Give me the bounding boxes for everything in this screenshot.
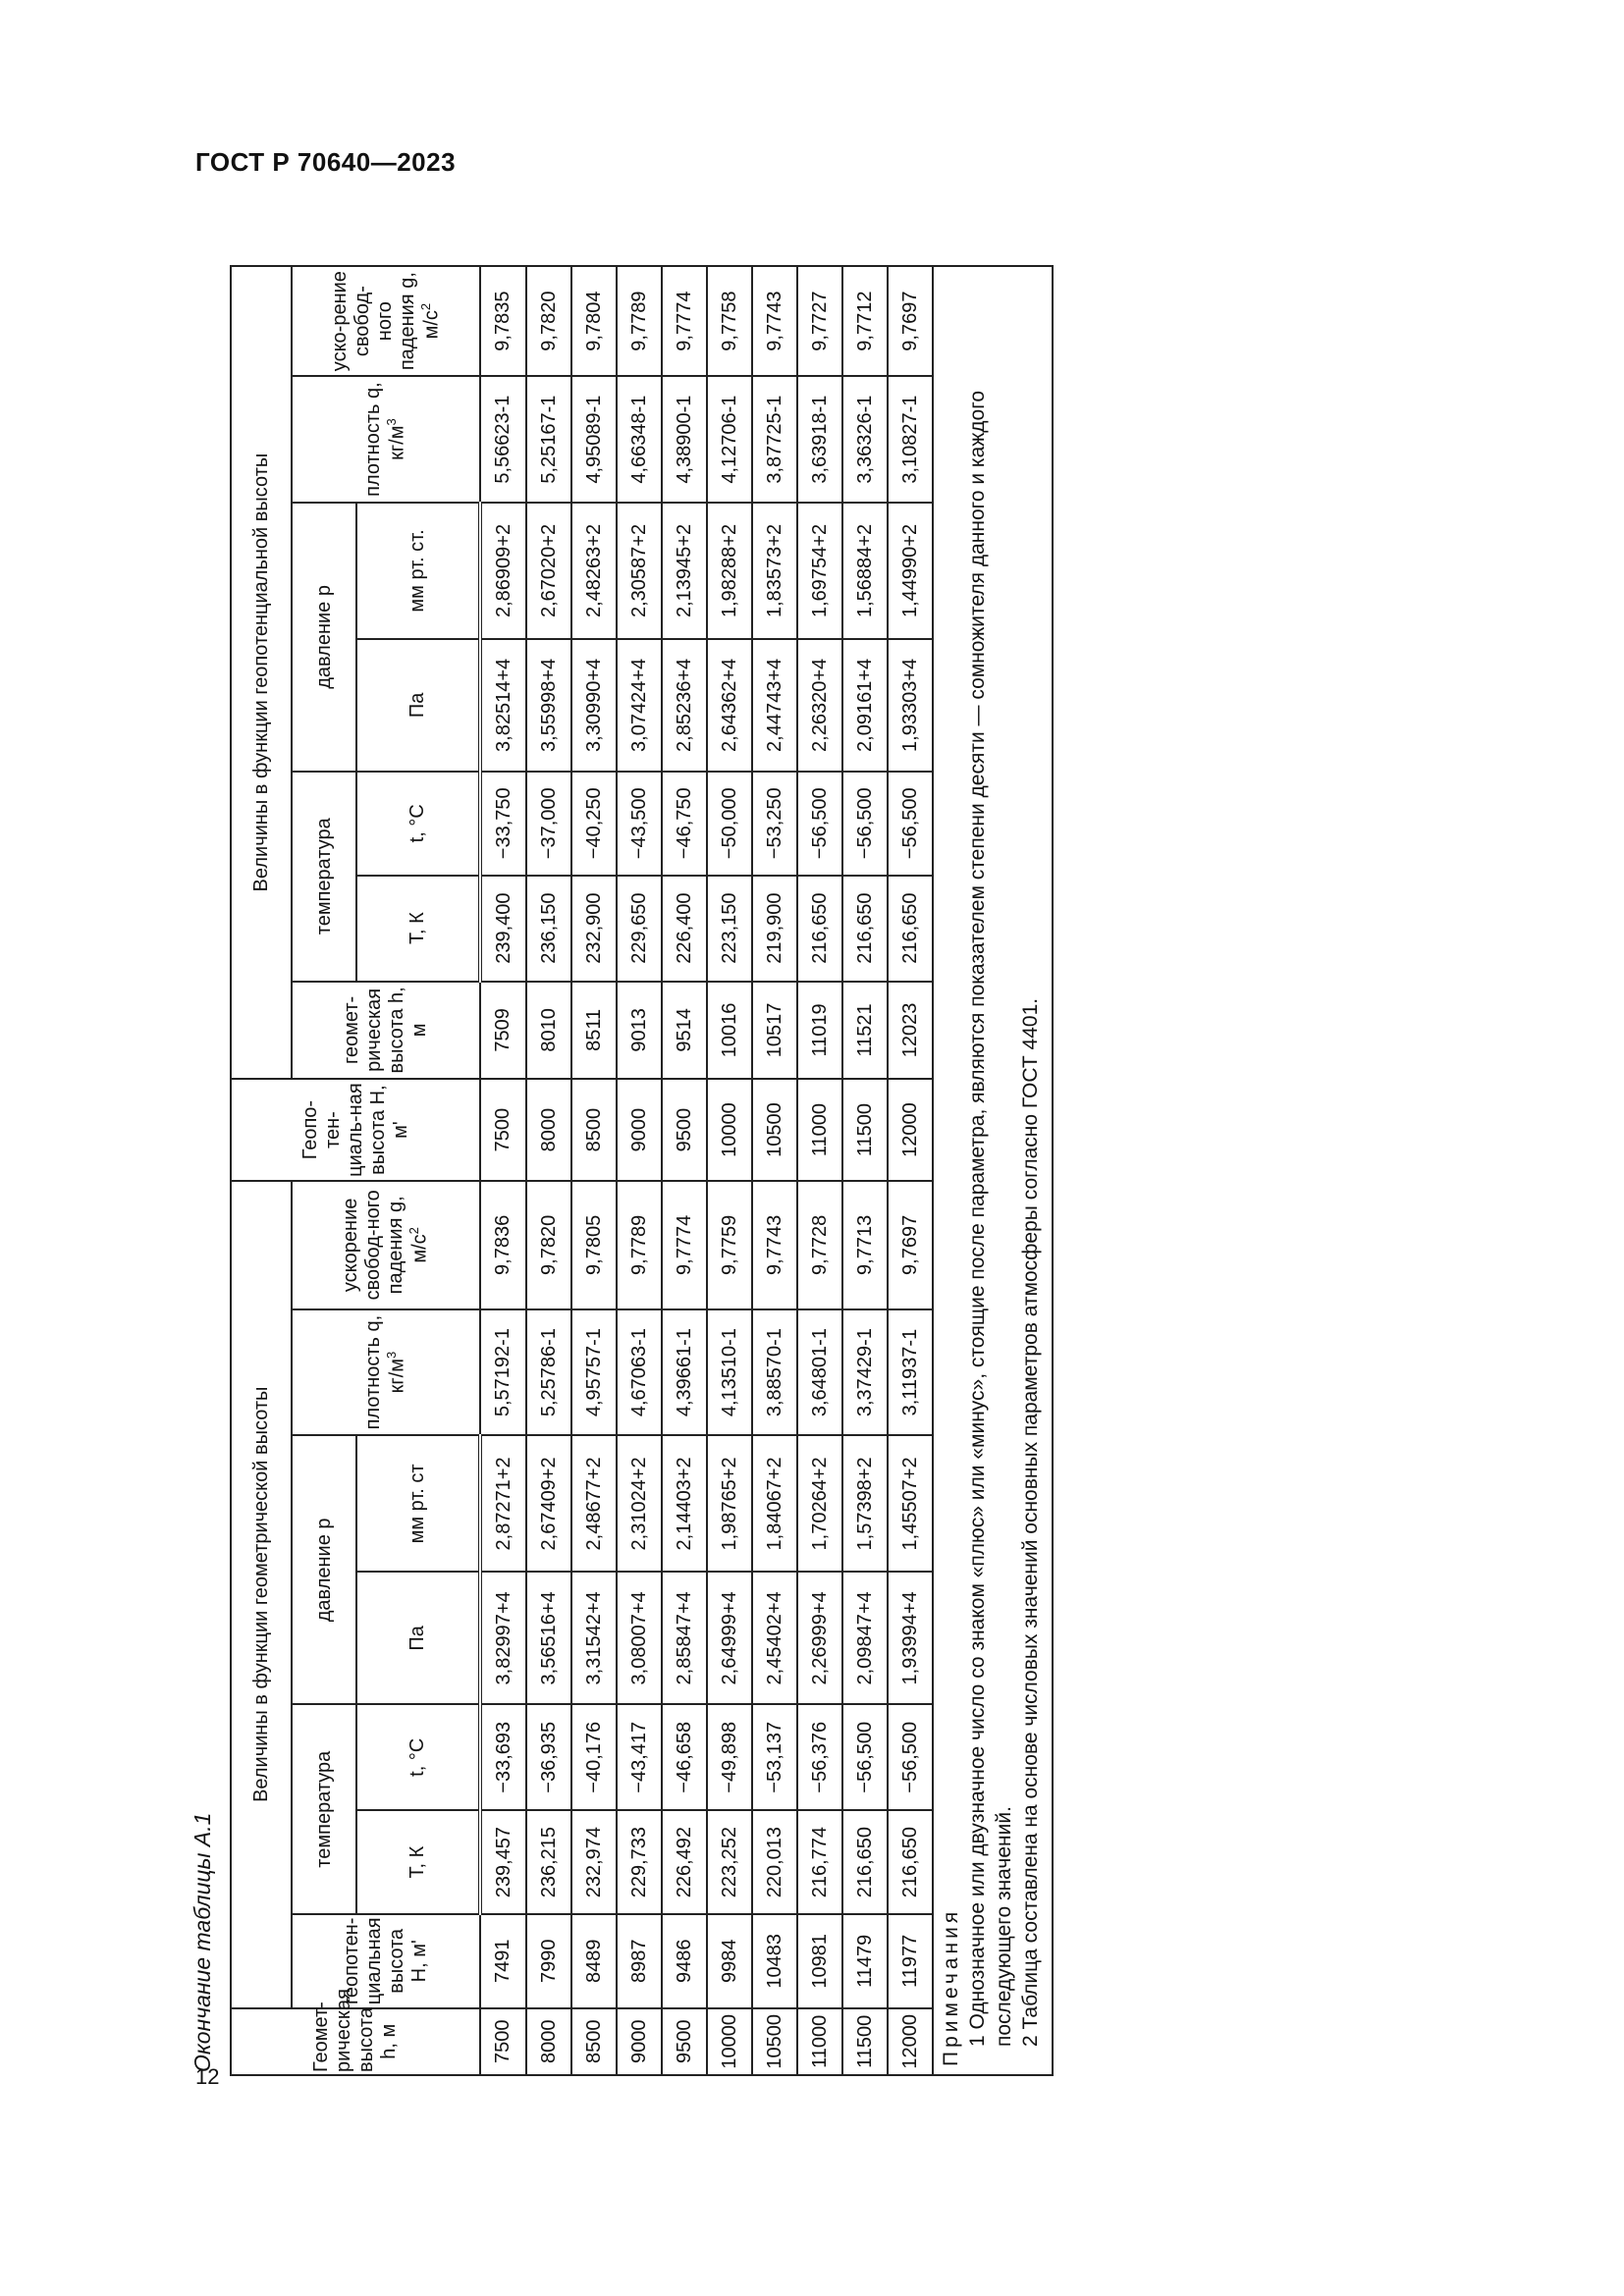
table-cell: 3,31542+4 (571, 1572, 617, 1704)
table-cell: 3,88570-1 (752, 1309, 797, 1436)
table-cell: 223,150 (707, 876, 752, 982)
notes-block (934, 265, 1054, 2076)
table-cell: 229,733 (617, 1810, 662, 1914)
table-cell: 2,45402+4 (752, 1572, 797, 1704)
note-1: 1 Однозначное или двузначное число со знаком «плюс» или «минус», стоящие после параметра, являются показателем степени десяти — сомножителя данного и каждого последующего значений. (966, 390, 1015, 2047)
header-geopotential-height-left: геопотен-циальная высота H, м' (292, 1914, 480, 2007)
table-row (797, 266, 842, 2075)
header-geometric-height-right: геомет-рическая высота h, м (292, 982, 480, 1080)
header-pressure-left: давление p (292, 1435, 356, 1704)
table-cell: 9,7836 (480, 1181, 526, 1309)
table-cell: 3,56516+4 (526, 1572, 571, 1704)
table-cell: 226,400 (662, 876, 707, 982)
header-celsius-left: t, °C (356, 1704, 480, 1810)
table-row (526, 266, 571, 2075)
table-cell: 1,93303+4 (888, 639, 933, 772)
table-cell: 2,09161+4 (842, 639, 888, 772)
table-cell: 3,37429-1 (842, 1309, 888, 1436)
table-cell: 10016 (707, 982, 752, 1080)
table-cell: 1,70264+2 (797, 1435, 842, 1572)
header-density-left: плотность q, $кг/м^3$ (292, 1309, 480, 1436)
table-cell: −49,898 (707, 1704, 752, 1810)
table-cell: 11500 (842, 1079, 888, 1181)
table-cell: 9,7804 (571, 266, 617, 376)
table-cell: 9500 (662, 2008, 707, 2075)
table-cell: 11479 (842, 1914, 888, 2007)
table-cell: 1,44990+2 (888, 503, 933, 639)
table-cell: 9,7712 (842, 266, 888, 376)
table-cell: 1,84067+2 (752, 1435, 797, 1572)
table-cell: 3,82997+4 (480, 1572, 526, 1704)
table-cell: −56,500 (888, 1704, 933, 1810)
table-cell: −56,500 (797, 772, 842, 876)
table-cell: 4,12706-1 (707, 376, 752, 503)
table-cell: 10000 (707, 2008, 752, 2075)
table-cell: 12023 (888, 982, 933, 1080)
table-cell: 2,64362+4 (707, 639, 752, 772)
table-cell: 5,25786-1 (526, 1309, 571, 1436)
table-cell: 4,95757-1 (571, 1309, 617, 1436)
table-cell: 9,7728 (797, 1181, 842, 1309)
table-cell: 2,85236+4 (662, 639, 707, 772)
table-cell: 236,150 (526, 876, 571, 982)
table-cell: 8511 (571, 982, 617, 1080)
table-cell: 2,31024+2 (617, 1435, 662, 1572)
table-cell: 2,26999+4 (797, 1572, 842, 1704)
table-cell: 4,39661-1 (662, 1309, 707, 1436)
table-cell: 2,67020+2 (526, 503, 571, 639)
table-cell: 1,98288+2 (707, 503, 752, 639)
header-geometric-height-left: Геомет-рическая высота h, м (231, 2008, 480, 2075)
table-cell: 8010 (526, 982, 571, 1080)
table-cell: −40,250 (571, 772, 617, 876)
header-pascal-left: Па (356, 1572, 480, 1704)
header-gravity-right: уско-рение свобод-ного падения g, $м/с^2$ (292, 266, 480, 376)
table-cell: 9514 (662, 982, 707, 1080)
table-row (571, 266, 617, 2075)
table-cell: 3,55998+4 (526, 639, 571, 772)
table-cell: 236,215 (526, 1810, 571, 1914)
table-cell: 4,95089-1 (571, 376, 617, 503)
table-cell: 2,44743+4 (752, 639, 797, 772)
note-2: 2 Таблица составлена на основе числовых значений основных параметров атмосферы согласно ГОСТ 4401. (1019, 997, 1042, 2047)
table-cell: 8000 (526, 2008, 571, 2075)
table-cell: 2,13945+2 (662, 503, 707, 639)
table-cell: 3,07424+4 (617, 639, 662, 772)
table-row (888, 266, 933, 2075)
header-gravity-left: ускорение свобод-ного падения g, $м/с^2$ (292, 1181, 480, 1309)
header-pressure-right: давление p (292, 503, 356, 772)
table-cell: 3,11937-1 (888, 1309, 933, 1436)
table-cell: 9,7727 (797, 266, 842, 376)
table-cell: 2,87271+2 (480, 1435, 526, 1572)
table-cell: 12000 (888, 2008, 933, 2075)
table-cell: 11000 (797, 2008, 842, 2075)
table-row (617, 266, 662, 2075)
table-cell: 3,87725-1 (752, 376, 797, 503)
table-cell: 10500 (752, 1079, 797, 1181)
table-cell: 10000 (707, 1079, 752, 1181)
table-cell: 9,7743 (752, 1181, 797, 1309)
table-cell: −53,250 (752, 772, 797, 876)
table-cell: 3,10827-1 (888, 376, 933, 503)
table-cell: 2,64999+4 (707, 1572, 752, 1704)
table-cell: 11500 (842, 2008, 888, 2075)
table-cell: 9,7758 (707, 266, 752, 376)
table-cell: 232,900 (571, 876, 617, 982)
table-cell: 2,67409+2 (526, 1435, 571, 1572)
table-cell: 8500 (571, 1079, 617, 1181)
table-cell: −56,500 (888, 772, 933, 876)
table-cell: 2,14403+2 (662, 1435, 707, 1572)
table-row (480, 266, 526, 2075)
table-cell: 1,69754+2 (797, 503, 842, 639)
header-group-geopotential: Величины в функции геопотенциальной высоты (231, 266, 292, 1079)
table-cell: −33,693 (480, 1704, 526, 1810)
table-cell: −56,376 (797, 1704, 842, 1810)
table-cell: 8500 (571, 2008, 617, 2075)
table-cell: −40,176 (571, 1704, 617, 1810)
table-cell: 8489 (571, 1914, 617, 2007)
rotated-table-block (175, 93, 1058, 2076)
table-cell: 3,63918-1 (797, 376, 842, 503)
table-cell: 11977 (888, 1914, 933, 2007)
table-cell: 9,7789 (617, 1181, 662, 1309)
table-cell: 9984 (707, 1914, 752, 2007)
notes-title: Примечания (940, 1907, 962, 2066)
table-cell: 219,900 (752, 876, 797, 982)
table-cell: 9,7835 (480, 266, 526, 376)
table-cell: −46,750 (662, 772, 707, 876)
table-cell: 7990 (526, 1914, 571, 2007)
table-cell: 4,38900-1 (662, 376, 707, 503)
table-cell: 5,57192-1 (480, 1309, 526, 1436)
table-cell: 8000 (526, 1079, 571, 1181)
header-kelvin-right: T, К (356, 876, 480, 982)
table-cell: 7509 (480, 982, 526, 1080)
table-cell: 2,26320+4 (797, 639, 842, 772)
table-cell: 9500 (662, 1079, 707, 1181)
table-cell: 1,98765+2 (707, 1435, 752, 1572)
table-cell: 9,7743 (752, 266, 797, 376)
table-cell: 9,7697 (888, 266, 933, 376)
header-mmhg-left: мм рт. ст (356, 1435, 480, 1572)
table-cell: 11521 (842, 982, 888, 1080)
table-cell: −37,000 (526, 772, 571, 876)
table-cell: 11000 (797, 1079, 842, 1181)
table-cell: 223,252 (707, 1810, 752, 1914)
table-cell: 1,93994+4 (888, 1572, 933, 1704)
table-row (842, 266, 888, 2075)
table-cell: 216,650 (888, 1810, 933, 1914)
header-geopotential-height-right: Геопо-тен-циаль-ная высота H, м' (231, 1079, 480, 1181)
table-row (662, 266, 707, 2075)
table-cell: 7500 (480, 1079, 526, 1181)
table-cell: 239,457 (480, 1810, 526, 1914)
table-cell: 220,013 (752, 1810, 797, 1914)
table-cell: 9000 (617, 2008, 662, 2075)
table-cell: 3,08007+4 (617, 1572, 662, 1704)
table-cell: 8987 (617, 1914, 662, 2007)
table-cell: 9,7774 (662, 1181, 707, 1309)
table-cell: 2,48263+2 (571, 503, 617, 639)
table-cell: −33,750 (480, 772, 526, 876)
table-cell: 3,82514+4 (480, 639, 526, 772)
table-cell: 9,7697 (888, 1181, 933, 1309)
table-cell: 9013 (617, 982, 662, 1080)
atmosphere-table (230, 265, 934, 2076)
table-caption: Окончание таблицы А.1 (189, 1812, 215, 2072)
table-cell: 9000 (617, 1079, 662, 1181)
table-cell: 9,7789 (617, 266, 662, 376)
header-pascal-right: Па (356, 639, 480, 772)
header-temperature-left: температура (292, 1704, 356, 1914)
table-cell: 9,7820 (526, 1181, 571, 1309)
table-cell: 229,650 (617, 876, 662, 982)
table-cell: 216,650 (797, 876, 842, 982)
table-cell: 4,13510-1 (707, 1309, 752, 1436)
document-code: ГОСТ Р 70640—2023 (195, 147, 457, 177)
table-cell: 2,48677+2 (571, 1435, 617, 1572)
table-cell: 9,7805 (571, 1181, 617, 1309)
table-cell: 7500 (480, 2008, 526, 2075)
table-cell: −56,500 (842, 1704, 888, 1810)
table-cell: 7491 (480, 1914, 526, 2007)
table-cell: 1,56884+2 (842, 503, 888, 639)
table-cell: 216,650 (842, 876, 888, 982)
table-cell: 4,66348-1 (617, 376, 662, 503)
table-cell: −56,500 (842, 772, 888, 876)
table-cell: 9,7820 (526, 266, 571, 376)
table-cell: −43,417 (617, 1704, 662, 1810)
header-mmhg-right: мм рт. ст. (356, 503, 480, 639)
table-cell: 11019 (797, 982, 842, 1080)
table-cell: 9,7774 (662, 266, 707, 376)
table-cell: 226,492 (662, 1810, 707, 1914)
table-cell: 5,25167-1 (526, 376, 571, 503)
header-density-right: плотность q, $кг/м^3$ (292, 376, 480, 503)
table-cell: 2,86909+2 (480, 503, 526, 639)
table-row (752, 266, 797, 2075)
table-row (707, 266, 752, 2075)
table-cell: 1,83573+2 (752, 503, 797, 639)
table-cell: 1,57398+2 (842, 1435, 888, 1572)
table-cell: 10500 (752, 2008, 797, 2075)
table-cell: 4,67063-1 (617, 1309, 662, 1436)
table-cell: 12000 (888, 1079, 933, 1181)
table-cell: 9,7713 (842, 1181, 888, 1309)
table-cell: 9,7759 (707, 1181, 752, 1309)
table-cell: 2,30587+2 (617, 503, 662, 639)
header-temperature-right: температура (292, 772, 356, 982)
table-cell: 9486 (662, 1914, 707, 2007)
table-cell: 3,30990+4 (571, 639, 617, 772)
table-cell: 10981 (797, 1914, 842, 2007)
header-kelvin-left: T, К (356, 1810, 480, 1914)
table-cell: 5,56623-1 (480, 376, 526, 503)
table-cell: −50,000 (707, 772, 752, 876)
table-cell: 239,400 (480, 876, 526, 982)
table-cell: 1,45507+2 (888, 1435, 933, 1572)
table-cell: −36,935 (526, 1704, 571, 1810)
page-number: 12 (195, 2064, 220, 2089)
table-body (480, 266, 933, 2075)
header-group-geometric: Величины в функции геометрической высоты (231, 1181, 292, 2008)
table-cell: −43,500 (617, 772, 662, 876)
table-cell: 10517 (752, 982, 797, 1080)
table-cell: −46,658 (662, 1704, 707, 1810)
header-celsius-right: t, °C (356, 772, 480, 876)
table-cell: 216,650 (888, 876, 933, 982)
table-cell: 232,974 (571, 1810, 617, 1914)
table-cell: −53,137 (752, 1704, 797, 1810)
table-cell: 3,36326-1 (842, 376, 888, 503)
table-cell: 3,64801-1 (797, 1309, 842, 1436)
table-cell: 216,774 (797, 1810, 842, 1914)
table-cell: 2,09847+4 (842, 1572, 888, 1704)
table-cell: 216,650 (842, 1810, 888, 1914)
table-cell: 2,85847+4 (662, 1572, 707, 1704)
table-cell: 10483 (752, 1914, 797, 2007)
